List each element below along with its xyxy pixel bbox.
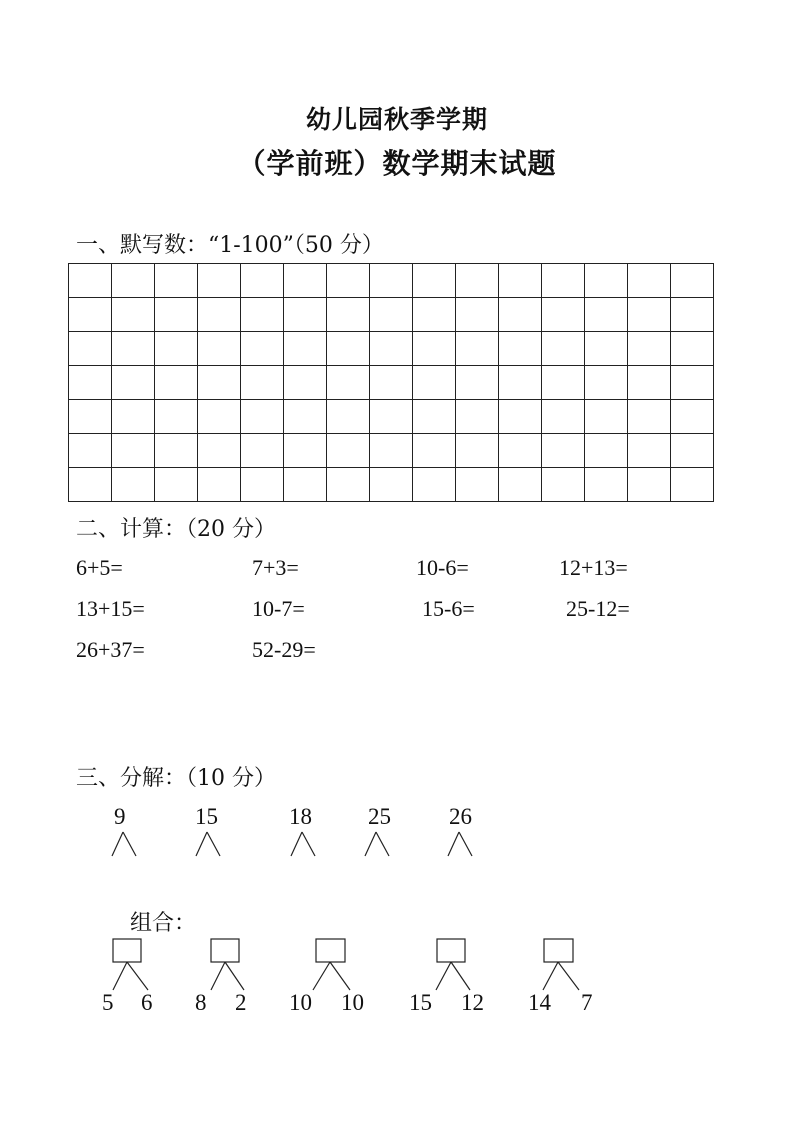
branch-line — [330, 962, 350, 990]
combine-number: 2 — [235, 990, 247, 1015]
answer-box — [211, 939, 239, 962]
combine-label: 组合： — [130, 911, 197, 936]
answer-box — [544, 939, 573, 962]
decompose-number: 25 — [368, 804, 391, 829]
branch-line — [225, 962, 244, 990]
calc-problem: 15-6= — [422, 596, 475, 621]
calc-problem: 10-6= — [416, 555, 469, 580]
combine-number: 6 — [141, 990, 153, 1015]
branch-line — [302, 832, 315, 856]
branch-line — [448, 832, 459, 856]
calc-problem: 13+15= — [76, 596, 145, 621]
combine-number: 7 — [581, 990, 593, 1015]
calc-problem: 25-12= — [566, 596, 630, 621]
branch-line — [196, 832, 207, 856]
page-subtitle: （学前班）数学期末试题 — [237, 147, 557, 180]
branch-line — [291, 832, 302, 856]
decompose-number: 9 — [114, 804, 126, 829]
section-2-heading: 二、计算：（20 分） — [76, 517, 276, 542]
decompose-number: 18 — [289, 804, 312, 829]
branch-line — [123, 832, 136, 856]
answer-box — [316, 939, 345, 962]
calc-problem: 10-7= — [252, 596, 305, 621]
branch-line — [376, 832, 389, 856]
branch-line — [207, 832, 220, 856]
branch-line — [112, 832, 123, 856]
calc-problem: 12+13= — [559, 555, 628, 580]
branch-line — [113, 962, 127, 990]
combine-number: 14 — [528, 990, 551, 1015]
branch-line — [436, 962, 451, 990]
calc-problem: 52-29= — [252, 637, 316, 662]
branch-line — [451, 962, 470, 990]
branch-line — [127, 962, 148, 990]
answer-box — [437, 939, 465, 962]
combine-number: 10 — [289, 990, 312, 1015]
combine-number: 8 — [195, 990, 207, 1015]
combine-number: 10 — [341, 990, 364, 1015]
combine-number: 15 — [409, 990, 432, 1015]
combine-number: 12 — [461, 990, 484, 1015]
branch-line — [558, 962, 579, 990]
combine-number: 5 — [102, 990, 114, 1015]
page-title: 幼儿园秋季学期 — [305, 105, 488, 134]
section-3-heading: 三、分解：（10 分） — [76, 766, 276, 791]
branch-line — [211, 962, 225, 990]
decompose-number: 26 — [449, 804, 472, 829]
branch-line — [543, 962, 558, 990]
answer-box — [113, 939, 141, 962]
branch-line — [459, 832, 472, 856]
calc-problem: 26+37= — [76, 637, 145, 662]
section-1-heading: 一、默写数：“1-100”（50 分） — [76, 233, 384, 258]
decompose-number: 15 — [195, 804, 218, 829]
calc-problem: 7+3= — [252, 555, 299, 580]
branch-line — [365, 832, 376, 856]
calc-problem: 6+5= — [76, 555, 123, 580]
branch-line — [313, 962, 330, 990]
